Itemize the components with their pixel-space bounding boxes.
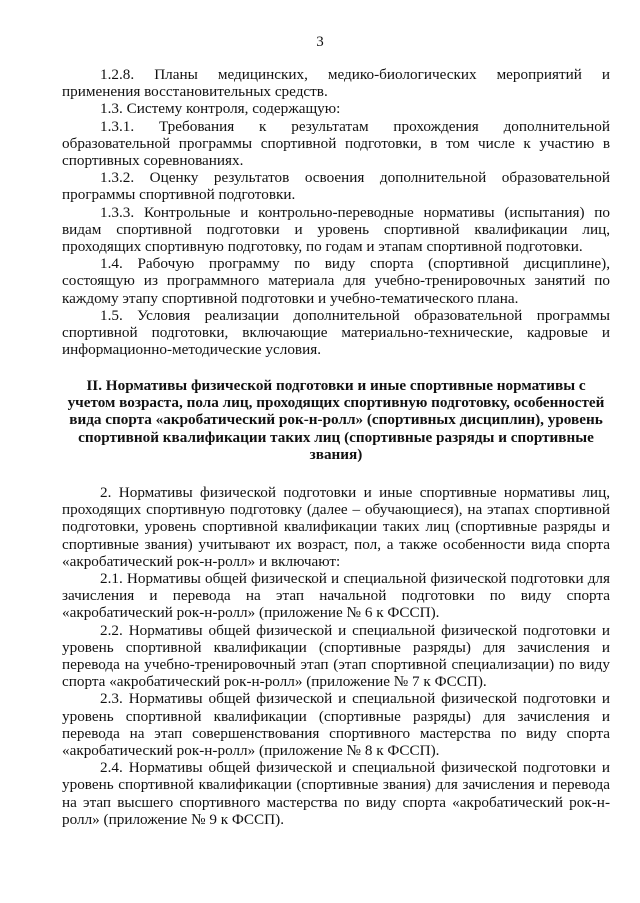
paragraph-2-1: 2.1. Нормативы общей физической и специальной физической подготовки для зачисления и перевода на этап начальной подготовки по виду спорта «акробатический рок-н-ролл» (приложение № 6 к ФССП). (62, 570, 610, 622)
paragraph-1-3-2: 1.3.2. Оценку результатов освоения дополнительной образовательной программы спортивной подготовки. (62, 169, 610, 204)
paragraph-2-4: 2.4. Нормативы общей физической и специальной физической подготовки и уровень спортивной квалификации (спортивные звания) для зачисления и перевода на этап высшего спортивного мастерства по виду спорта «акробатический рок-н-ролл» (приложение № 9 к ФССП). (62, 759, 610, 828)
paragraph-1-3-1: 1.3.1. Требования к результатам прохождения дополнительной образовательной программы спортивной подготовки, в том числе к участию в спортивных соревнованиях. (62, 117, 610, 170)
paragraph-1-3-3: 1.3.3. Контрольные и контрольно-переводные нормативы (испытания) по видам спортивной подготовки и уровень спортивной квалификации лиц, проходящих спортивную подготовку, по годам и этапам спортивной подготовки. (62, 203, 610, 256)
paragraph-2: 2. Нормативы физической подготовки и иные спортивные нормативы лиц, проходящих спортивную подготовку (далее – обучающиеся), на этапах спортивной подготовки, уровень спортивной квалификации таких лиц (спортивные разряды и спортивные звания) учитывают их возраст, пол, а также особенности вида спорта «акробатический рок-н-ролл» и включают: (62, 484, 610, 570)
paragraph-2-2: 2.2. Нормативы общей физической и специальной физической подготовки и уровень спортивной квалификации (спортивные разряды) для зачисления и перевода на учебно-тренировочный этап (этап спортивной специализации) по виду спорта «акробатический рок-н-ролл» (приложение № 7 к ФССП). (62, 621, 610, 691)
section-heading: II. Нормативы физической подготовки и иные спортивные нормативы с учетом возраста, пола лиц, проходящих спортивную подготовку, особенностей вида спорта «акробатический рок-н-ролл» (спортивных дисциплин), уровень спортивной квалификации таких лиц (спортивные разряды и спортивные звания) (67, 377, 605, 463)
paragraph-1-3: 1.3. Систему контроля, содержащую: (100, 100, 341, 118)
page-number: 3 (316, 34, 324, 50)
paragraph-1-2-8: 1.2.8. Планы медицинских, медико-биологических мероприятий и применения восстановительных средств. (62, 66, 610, 101)
paragraph-1-4: 1.4. Рабочую программу по виду спорта (спортивной дисциплине), состоящую из программного материала для учебно-тренировочных занятий по каждому этапу спортивной подготовки и учебно-тематического плана. (62, 255, 610, 307)
body-block-norms (62, 484, 610, 828)
paragraph-2-3: 2.3. Нормативы общей физической и специальной физической подготовки и уровень спортивной квалификации (спортивные разряды) для зачисления и перевода на этап совершенствования спортивного мастерства по виду спорта «акробатический рок-н-ролл» (приложение № 8 к ФССП). (62, 690, 610, 760)
paragraph-1-5: 1.5. Условия реализации дополнительной образовательной программы спортивной подготовки, включающие материально-технические, кадровые и информационно-методические условия. (62, 306, 610, 359)
body-block-requirements (62, 66, 610, 358)
